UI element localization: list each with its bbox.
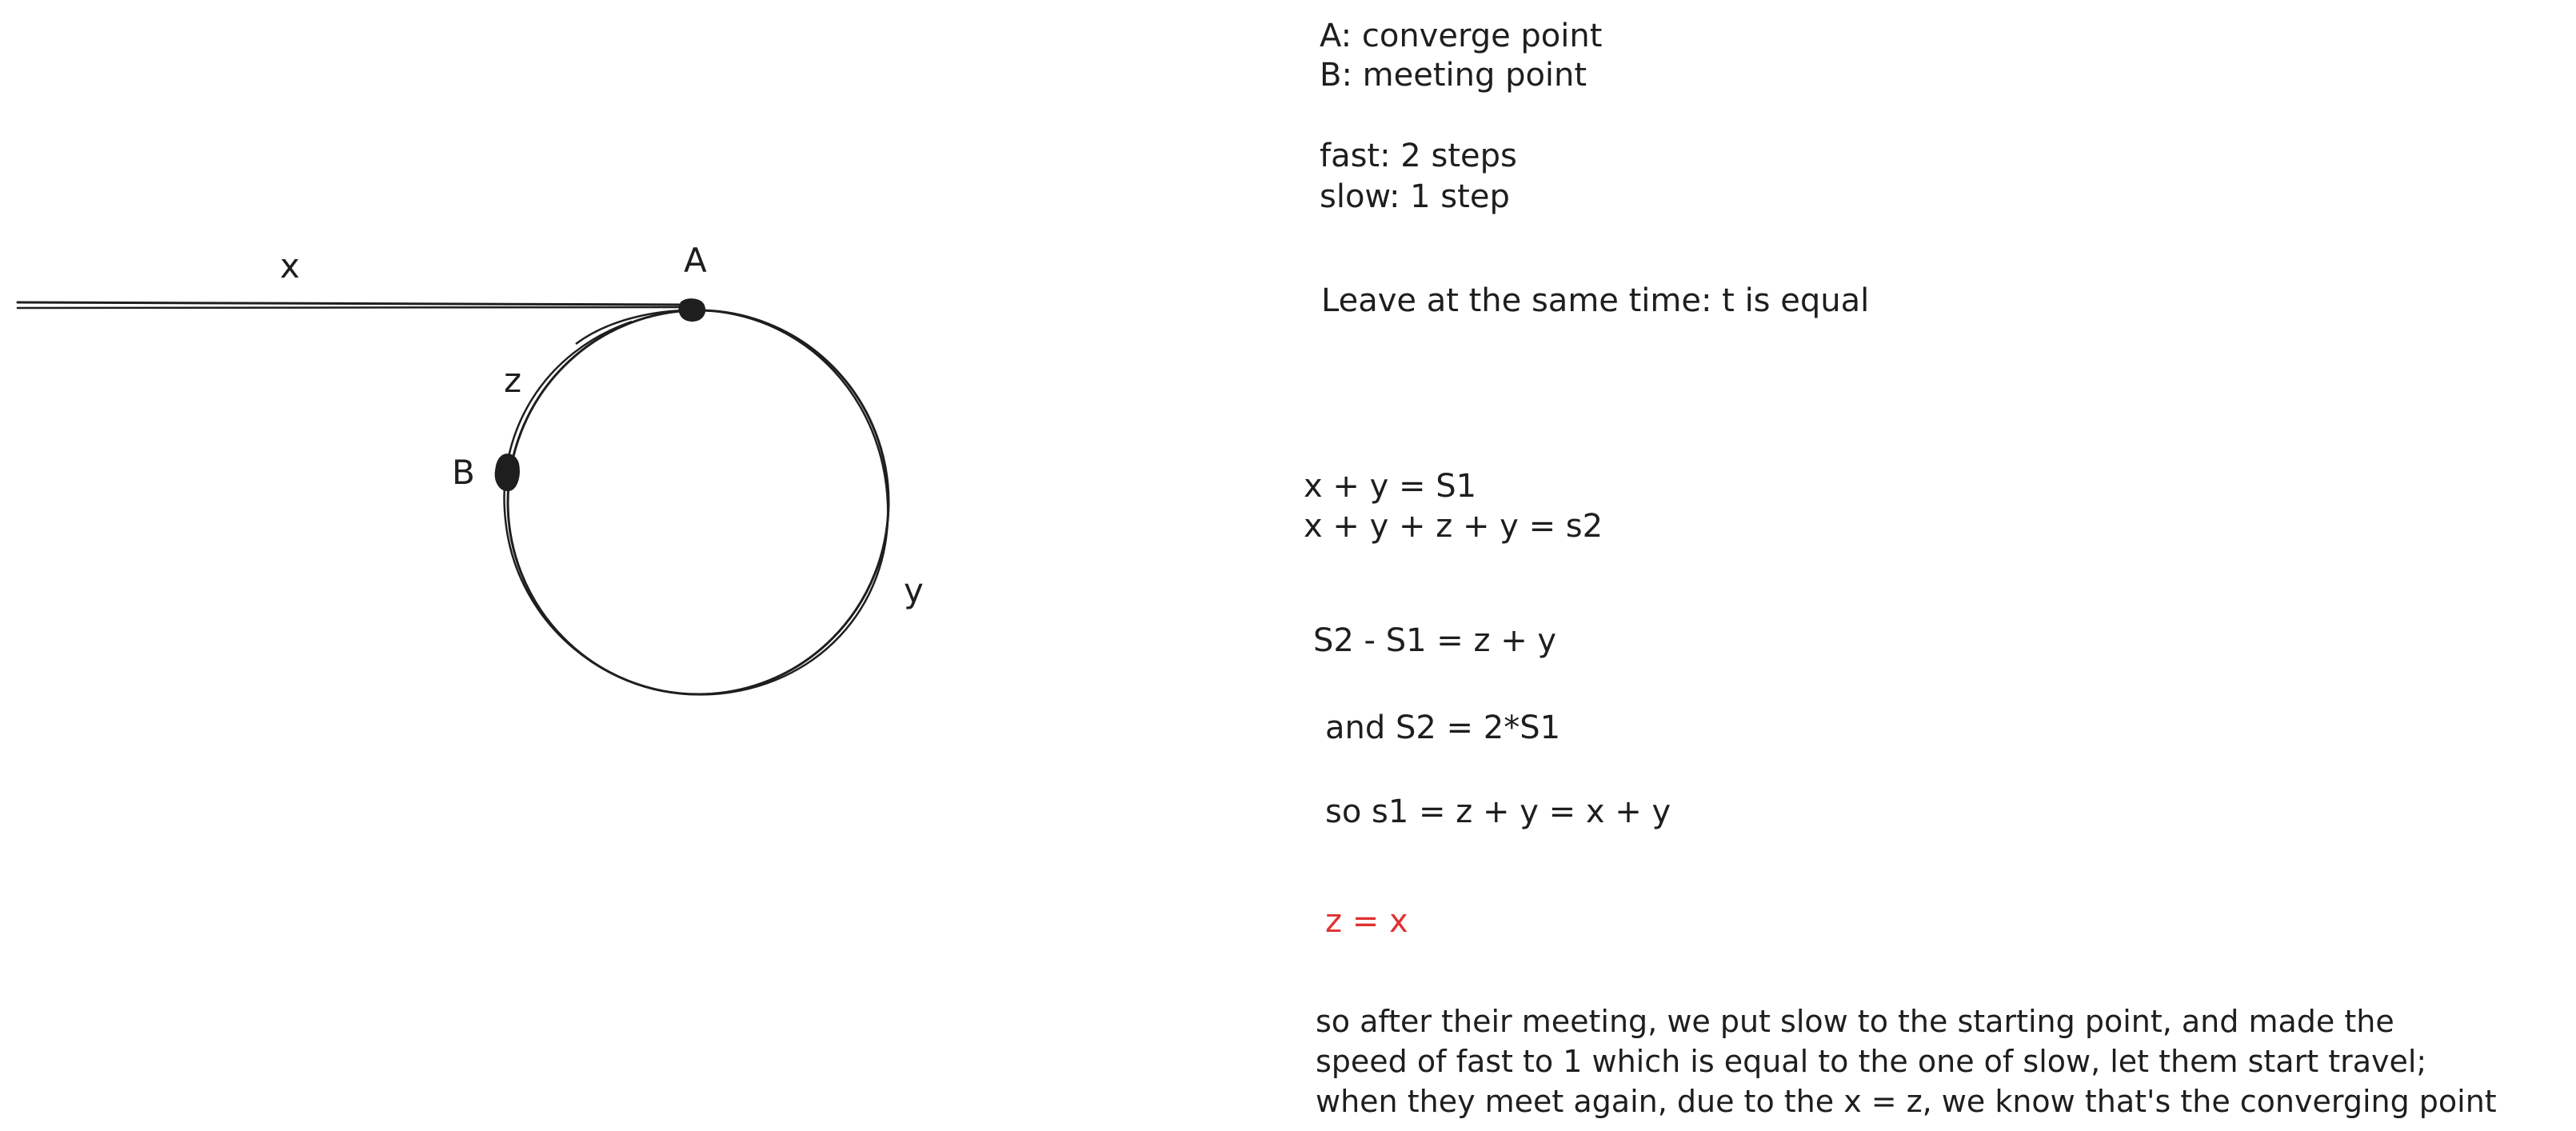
equation-3: S2 - S1 = z + y xyxy=(1313,622,1557,659)
equation-2: x + y + z + y = s2 xyxy=(1304,508,1604,545)
equation-1: x + y = S1 xyxy=(1304,468,1477,505)
note-slow: slow: 1 step xyxy=(1320,178,1510,215)
conclusion-line-2: speed of fast to 1 which is equal to the one of slow, let them start travel; xyxy=(1316,1044,2427,1079)
note-point-a: A: converge point xyxy=(1320,18,1603,54)
conclusion-paragraph xyxy=(1316,1001,2497,1121)
point-b-dot xyxy=(496,454,519,490)
note-point-b: B: meeting point xyxy=(1320,57,1588,94)
equation-5: so s1 = z + y = x + y xyxy=(1325,793,1671,830)
note-fast: fast: 2 steps xyxy=(1320,138,1517,174)
conclusion-line-3: when they meet again, due to the x = z, we know that's the converging point xyxy=(1316,1084,2497,1119)
note-same-time: Leave at the same time: t is equal xyxy=(1321,282,1870,319)
label-z: z xyxy=(504,361,522,400)
result-equation: z = x xyxy=(1325,903,1408,940)
label-y: y xyxy=(904,571,924,610)
label-b: B xyxy=(452,453,475,492)
label-x: x xyxy=(280,246,300,286)
point-a-dot xyxy=(679,299,705,321)
tail-line xyxy=(18,302,688,305)
label-a: A xyxy=(684,241,707,280)
conclusion-line-1: so after their meeting, we put slow to the starting point, and made the xyxy=(1316,1004,2394,1039)
tail-line-stroke-2 xyxy=(18,307,689,308)
equation-4: and S2 = 2*S1 xyxy=(1325,709,1561,746)
